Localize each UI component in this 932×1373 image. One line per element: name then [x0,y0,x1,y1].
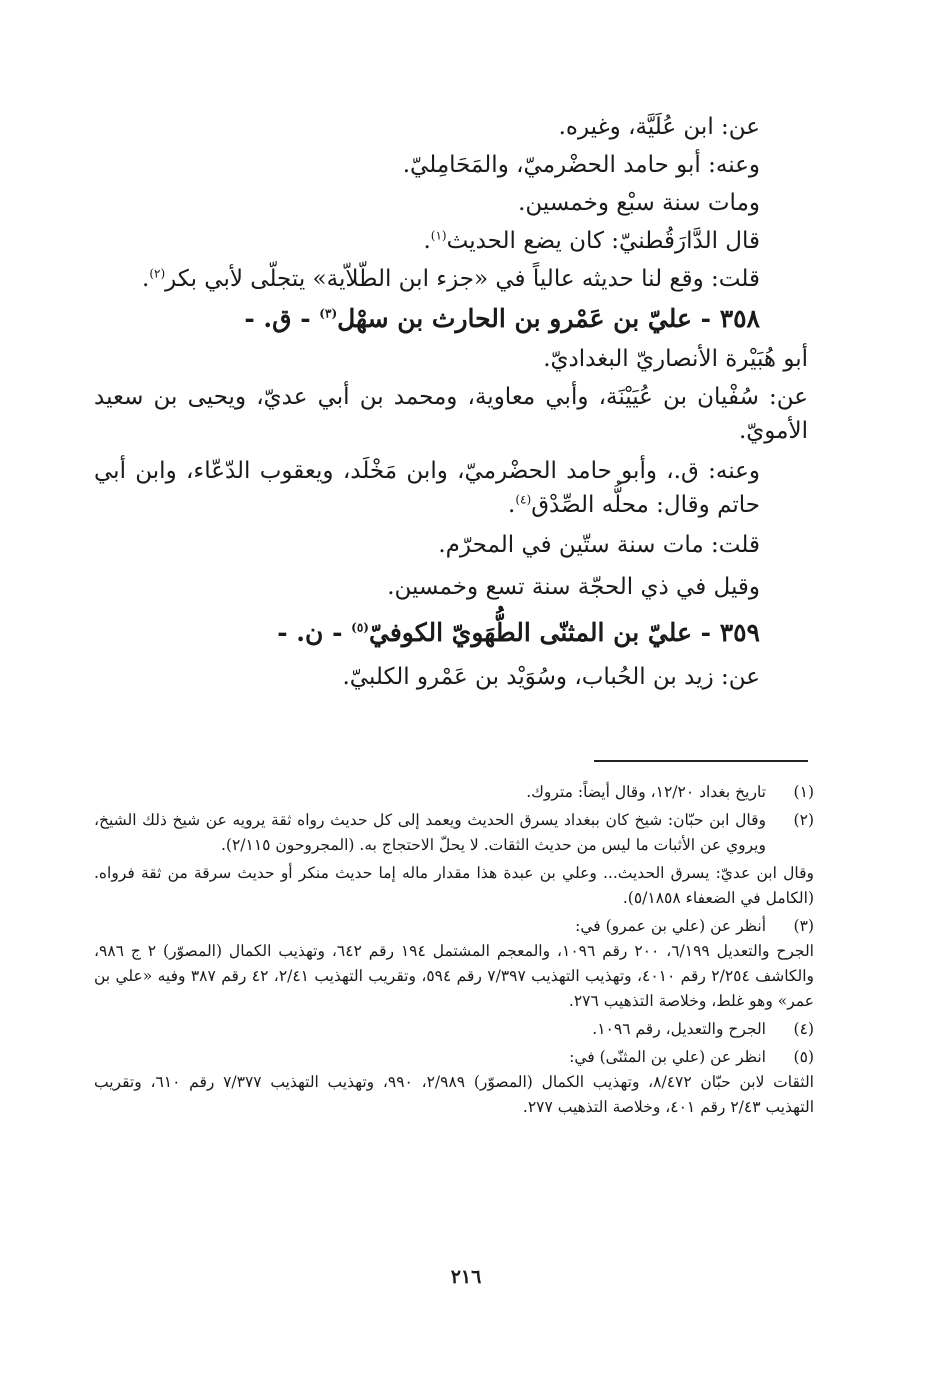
entry-358-death: قلت: مات سنة ستّين في المحرّم. [438,532,760,558]
footnote-ref: (١) [430,228,447,243]
footnote-5 [94,1045,814,1120]
footnote-text: الجرح والتعديل ٦/١٩٩، ٢٠٠ رقم ١٠٩٦، والمعجم المشتمل ١٩٤ رقم ٦٤٢، وتهذيب الكمال (المصوّر) ٢ ج ٩٨٦، والكاشف ٢/٢٥٤ رقم ٤٠١٠، وتهذيب التهذيب ٧/٣٩٧ رقم ٥٩٤، وتقريب التهذيب ٢/٤١، ٤٢ رقم ٣٨٧ وفيه «علي بن عمر» وهو غلط، وخلاصة التذهيب ٢٧٦. [94,942,814,1010]
footnote-number: (٤) [793,1020,814,1038]
footnote-number: (٢) [793,811,814,829]
footnote-number: (١) [793,783,814,801]
footnote-ref: (٢) [149,266,166,281]
footnote-text: الجرح والتعديل، رقم ١٠٩٦. [592,1020,766,1038]
footnote-4 [94,1017,814,1042]
footnote-number: (٣) [793,917,814,935]
footnote-text: تاريخ بغداد ١٢/٢٠، وقال أيضاً: متروك. [526,783,766,801]
entry-358-kunya: أبو هُبَيْرة الأنصاريّ البغداديّ. [543,346,808,372]
footnote-text: انظر عن (علي بن المثنّى) في: [569,1048,766,1066]
main-text [94,108,808,696]
footnote-ref: (٥) [351,620,369,635]
text-line: عن: ابن عُلَيَّة، وغيره. [558,114,760,140]
text-line: وعنه: أبو حامد الحضْرميّ، والمَحَامِليّ. [402,152,760,178]
entry-358-alt-death: وقيل في ذي الحجّة سنة تسع وخمسين. [387,574,760,600]
entry-heading-359: ٣٥٩ - عليّ بن المثنّى الطُّهَويّ الكوفيّ$^{(٥)}$ - ن. - [277,618,760,647]
entry-359-teachers: عن: زيد بن الحُباب، وسُوَيْد بن عَمْرو الكلبيّ. [342,664,760,690]
footnote-text: أنظر عن (علي بن عمرو) في: [575,917,766,935]
page-number: ٢١٦ [450,1266,482,1288]
text-line: قال الدَّارَقُطنيّ: كان يضع الحديث$^{(١)}$. [423,228,760,254]
footnote-divider [594,760,808,762]
footnote-ref: (٤) [515,492,532,507]
entry-358-teachers: عن: سُفْيان بن عُيَيْنَة، وأبي معاوية، ومحمد بن أبي عديّ، ويحيى بن سعيد الأمويّ. [94,384,808,444]
footnote-ref: (٣) [319,306,338,321]
footnote-text: وقال ابن حبّان: شيخ كان ببغداد يسرق الحديث ويعمد إلى كل حديث رواه ثقة يرويه عن شيخ ذلك الشيخ، ويروي عن الأثبات ما ليس من حديث الثقات. لا يحلّ الاحتجاج به. (المجروحون ٢/١١٥). [94,811,766,854]
entry-358-students: وعنه: ق.، وأبو حامد الحضْرميّ، وابن مَخْلَد، ويعقوب الدّعّاء، وابن أبي حاتم وقال: محلُّه الصِّدْق$^{(٤)}$. [94,458,760,518]
footnote-text: الثقات لابن حبّان ٨/٤٧٢، وتهذيب الكمال (المصوّر) ٢/٩٨٩، ٩٩٠، وتهذيب التهذيب ٧/٣٧٧ رقم ٦١٠، وتقريب التهذيب ٢/٤٣ رقم ٤٠١، وخلاصة التذهيب ٢٧٧. [94,1073,814,1116]
footnote-number: (٥) [793,1048,814,1066]
footnote-2 [94,808,814,911]
text-line: قلت: وقع لنا حديثه عالياً في «جزء ابن الطّلاّية» يتجلّى لأبي بكر$^{(٢)}$. [142,266,760,292]
entry-heading-358: ٣٥٨ - عليّ بن عَمْرو بن الحارث بن سهْل$^{(٣)}$ - ق. - [244,304,760,333]
footnotes [94,780,814,1123]
footnote-text: وقال ابن عديّ: يسرق الحديث... وعلي بن عبدة هذا مقدار ماله إما حديث منكر أو حديث سرقة من ثقة فرواه. (الكامل في الضعفاء ٥/١٨٥٨). [94,864,814,907]
footnote-1 [94,780,814,805]
footnote-3 [94,914,814,1014]
text-line: ومات سنة سبْع وخمسين. [518,190,760,216]
